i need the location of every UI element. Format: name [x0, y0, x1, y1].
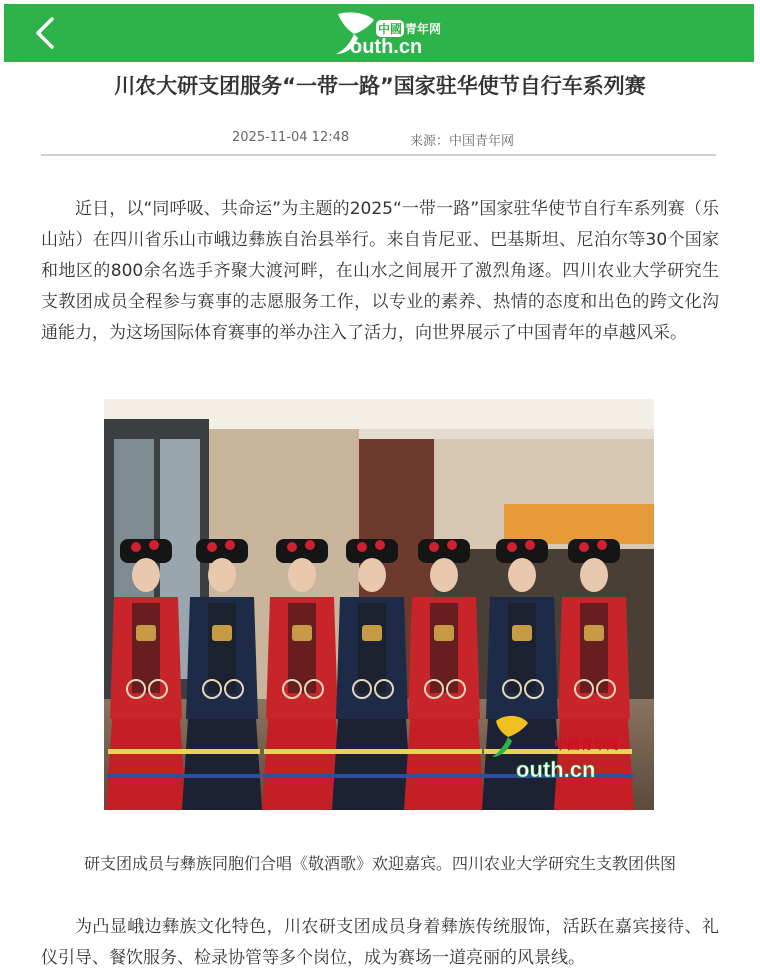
top-bar	[4, 4, 754, 62]
watermark-cn: 中國青年网	[554, 738, 620, 753]
watermark-en: outh.cn	[516, 757, 596, 782]
chevron-left-icon[interactable]	[32, 16, 60, 50]
paragraph-2: 为凸显峨边彝族文化特色，川农研支团成员身着彝族传统服饰，活跃在嘉宾接待、礼仪引导、餐饮服务、检录协管等多个岗位，成为赛场一道亮丽的风景线。	[41, 917, 719, 968]
youth-cn-logo[interactable]	[332, 10, 442, 60]
logo-en-text: outh.cn	[350, 36, 423, 58]
article-source: 来源：中国青年网	[410, 134, 515, 149]
logo-cn-text: 中國 青年网	[378, 22, 442, 36]
publish-date: 2025-11-04 12:48	[232, 130, 350, 145]
paragraph-1: 近日，以“同呼吸、共命运”为主题的2025“一带一路”国家驻华使节自行车系列赛（乐山站）在四川省乐山市峨边彝族自治县举行。来自肯尼亚、巴基斯坦、尼泊尔等30个国家和地区的800余名选手齐聚大渡河畔，在山水之间展开了激烈角逐。四川农业大学研究生支教团成员全程参与赛事的志愿服务工作，以专业的素养、热情的态度和出色的跨文化沟通能力，为这场国际体育赛事的举办注入了活力，向世界展示了中国青年的卓越风采。	[41, 199, 719, 343]
photo-illustration	[104, 399, 654, 810]
article-title: 川农大研支团服务“一带一路”国家驻华使节自行车系列赛	[114, 74, 646, 98]
article-photo[interactable]	[104, 399, 654, 810]
photo-caption: 研支团成员与彝族同胞们合唱《敬酒歌》欢迎嘉宾。四川农业大学研究生支教团供图	[83, 854, 676, 873]
divider	[41, 154, 716, 156]
